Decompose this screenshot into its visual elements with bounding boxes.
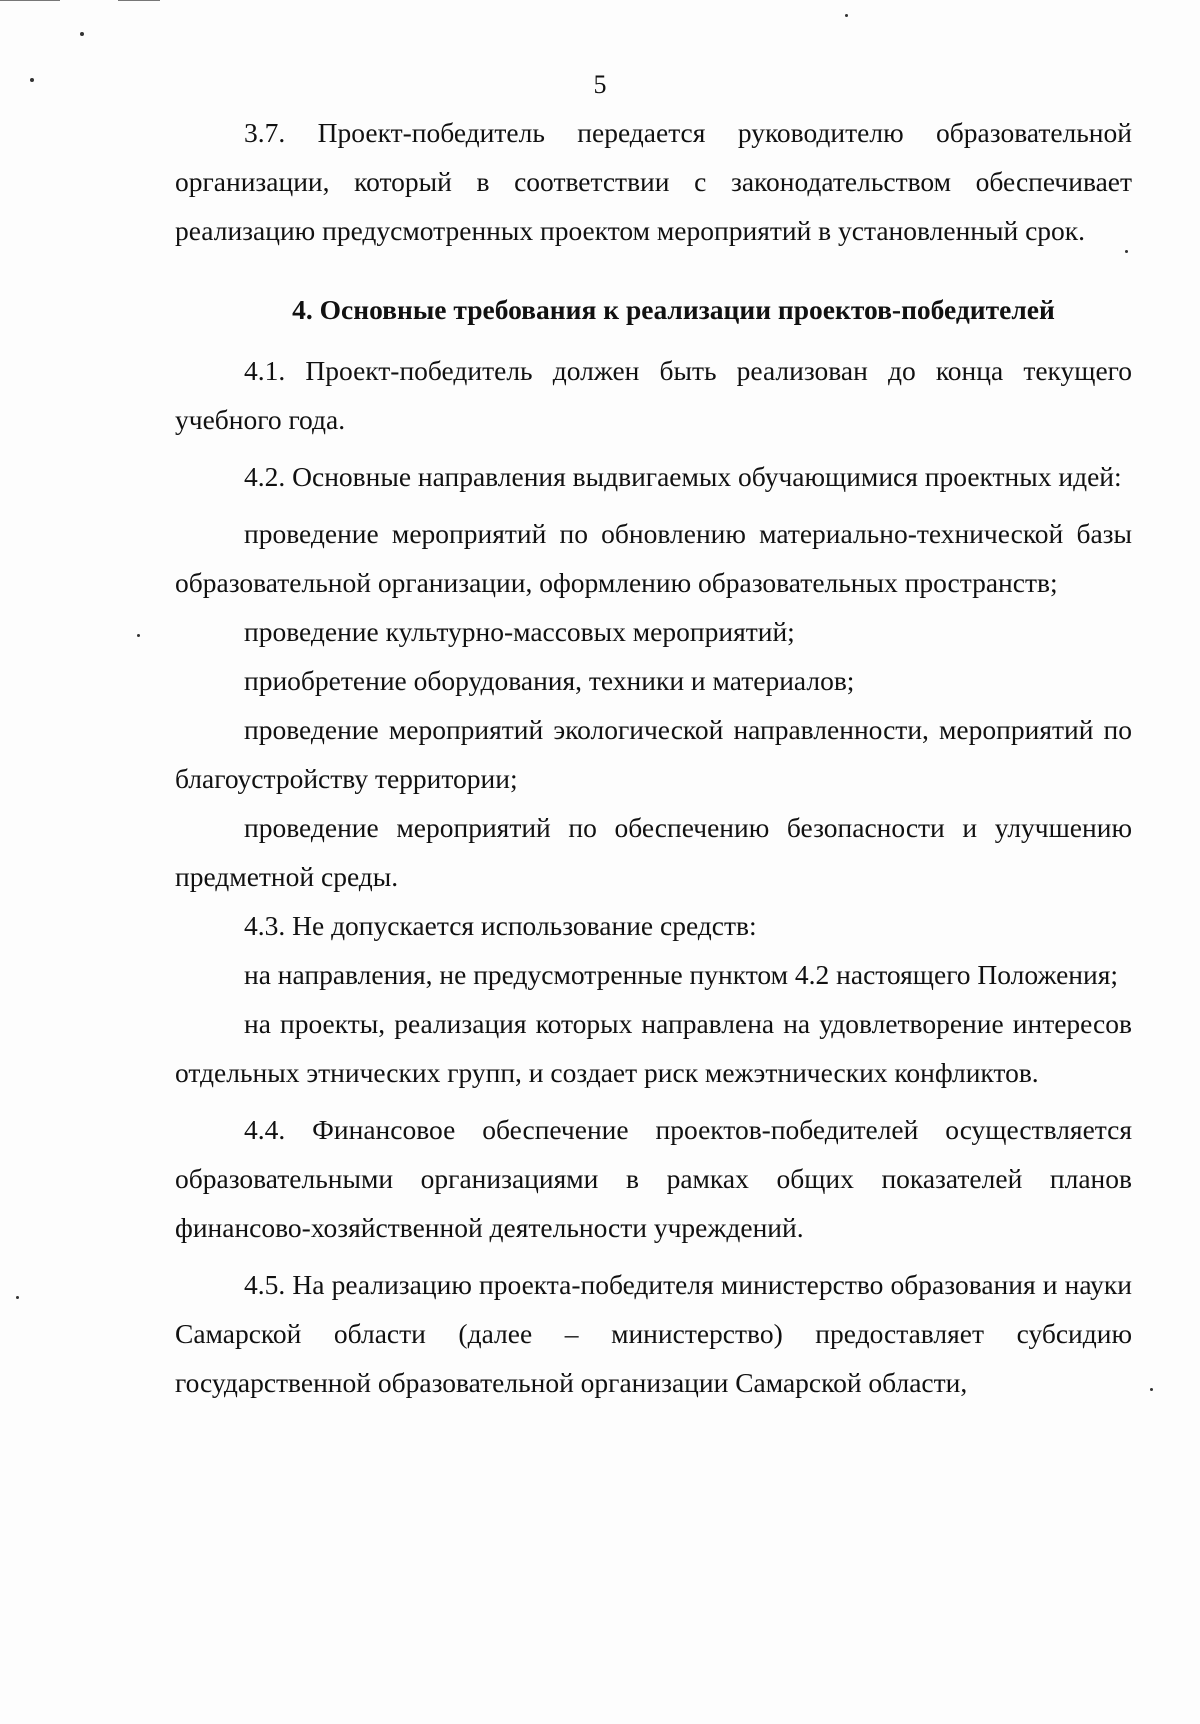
list-item-restriction-2: на проекты, реализация которых направлена на удовлетворение интересов отдельных этнических групп, и создает риск межэтнических конфликтов. <box>175 1008 1132 1088</box>
scan-edge-line <box>118 0 160 1</box>
scan-speck <box>137 634 140 637</box>
paragraph-4-4: 4.4. Финансовое обеспечение проектов-победителей осуществляется образовательными организациями в рамках общих показателей планов финансово-хозяйственной деятельности учреждений. <box>175 1114 1132 1243</box>
list-item-direction-5: проведение мероприятий по обеспечению безопасности и улучшению предметной среды. <box>175 812 1132 892</box>
document-body <box>175 108 1132 1407</box>
list-item-restriction-1: на направления, не предусмотренные пунктом 4.2 настоящего Положения; <box>244 959 1119 990</box>
section-heading-4: 4. Основные требования к реализации проектов-победителей <box>292 294 1055 325</box>
paragraph-4-1: 4.1. Проект-победитель должен быть реализован до конца текущего учебного года. <box>175 355 1132 435</box>
scan-speck <box>80 32 84 36</box>
page-number: 5 <box>593 70 607 99</box>
scan-speck <box>16 1296 19 1299</box>
paragraph-3-7: 3.7. Проект-победитель передается руководителю образовательной организации, который в соответствии с законодательством обеспечивает реализацию предусмотренных проектом мероприятий в установленный срок. <box>175 117 1132 246</box>
paragraph-4-3: 4.3. Не допускается использование средств: <box>244 910 757 941</box>
list-item-direction-4: проведение мероприятий экологической направленности, мероприятий по благоустройству территории; <box>175 714 1132 794</box>
list-item-direction-1: проведение мероприятий по обновлению материально-технической базы образовательной организации, оформлению образовательных пространств; <box>175 518 1132 598</box>
paragraph-4-2: 4.2. Основные направления выдвигаемых обучающимися проектных идей: <box>244 461 1122 492</box>
list-item-direction-2: проведение культурно-массовых мероприятий; <box>244 616 795 647</box>
scan-edge-line <box>0 0 60 1</box>
paragraph-4-5: 4.5. На реализацию проекта-победителя министерство образования и науки Самарской области (далее – министерство) предоставляет субсидию государственной образовательной организации Самарской области, <box>175 1269 1132 1398</box>
scan-speck <box>1150 1388 1153 1391</box>
scan-speck <box>845 14 848 17</box>
list-item-direction-3: приобретение оборудования, техники и материалов; <box>244 665 855 696</box>
